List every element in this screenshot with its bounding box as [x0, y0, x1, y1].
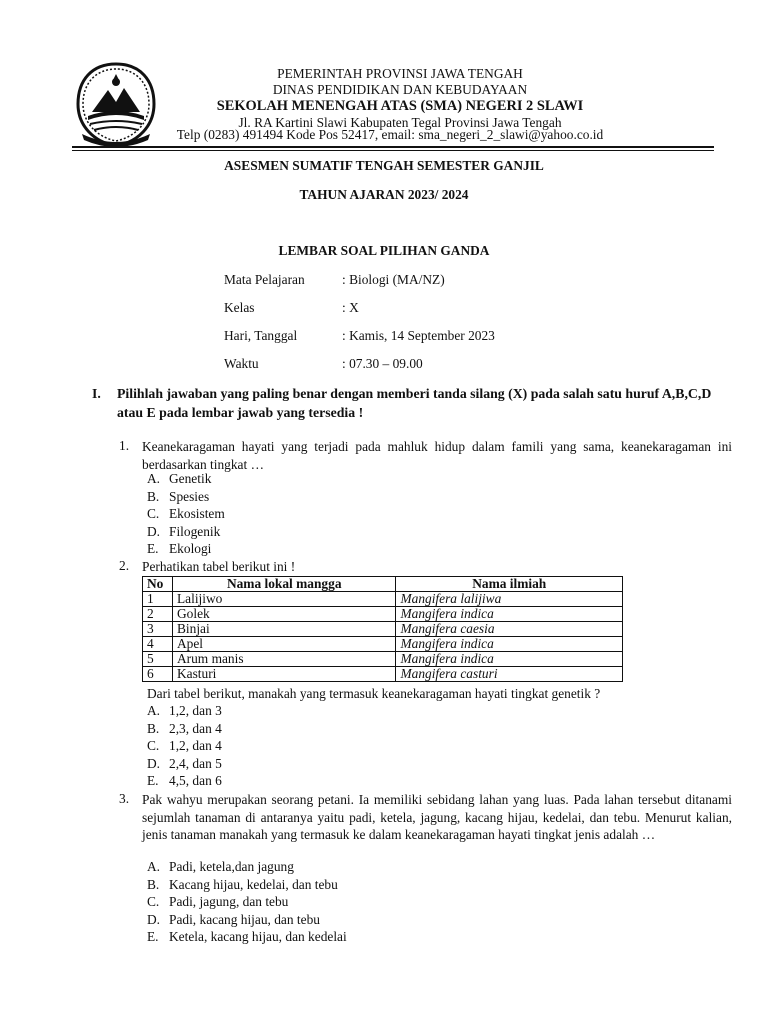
option-letter: D. — [147, 912, 161, 927]
option-text: Genetik — [169, 471, 212, 486]
answer-option — [147, 877, 338, 893]
letterhead-address: Jl. RA Kartini Slawi Kabupaten Tegal Provinsi Jawa Tengah — [238, 115, 562, 130]
letterhead-department: DINAS PENDIDIKAN DAN KEBUDAYAAN — [272, 82, 528, 97]
answer-option — [147, 541, 211, 557]
identity-value: : X — [342, 300, 359, 315]
option-letter: A. — [147, 703, 161, 718]
answer-option — [147, 721, 222, 737]
option-letter: E. — [147, 929, 159, 944]
option-letter: E. — [147, 541, 159, 556]
answer-option — [147, 912, 320, 928]
option-text: Padi, jagung, dan tebu — [169, 894, 289, 909]
option-letter: C. — [147, 894, 160, 909]
option-letter: C. — [147, 738, 160, 753]
option-text: Ekologi — [169, 541, 212, 556]
answer-option — [147, 929, 347, 945]
answer-option — [147, 738, 222, 754]
option-letter: B. — [147, 721, 160, 736]
identity-label: Waktu — [224, 356, 259, 371]
option-letter: A. — [147, 859, 161, 874]
table-header: No — [143, 577, 173, 592]
table-cell: Mangifera caesia — [396, 622, 623, 637]
exam-year: TAHUN AJARAN 2023/ 2024 — [299, 187, 469, 202]
table-cell: Binjai — [172, 622, 395, 637]
letterhead-contact: Telp (0283) 491494 Kode Pos 52417, email: sma_negeri_2_slawi@yahoo.co.id — [176, 127, 604, 142]
question-number: 1. — [119, 438, 130, 453]
table-row — [143, 622, 623, 637]
table-cell: Mangifera casturi — [396, 667, 623, 682]
letterhead-divider-thin — [72, 150, 714, 151]
table-cell: Apel — [172, 637, 395, 652]
option-text: 2,4, dan 5 — [169, 756, 222, 771]
option-letter: B. — [147, 489, 160, 504]
table-cell: 1 — [143, 592, 173, 607]
table-cell: Mangifera indica — [396, 607, 623, 622]
table-cell: Arum manis — [172, 652, 395, 667]
option-text: 1,2, dan 4 — [169, 738, 222, 753]
option-text: Kacang hijau, kedelai, dan tebu — [169, 877, 338, 892]
table-row — [143, 592, 623, 607]
option-letter: A. — [147, 471, 161, 486]
answer-option — [147, 506, 225, 522]
table-cell: Mangifera lalijiwa — [396, 592, 623, 607]
identity-label: Kelas — [224, 300, 255, 315]
table-cell: Mangifera indica — [396, 637, 623, 652]
table-header: Nama lokal mangga — [172, 577, 395, 592]
table-cell: 6 — [143, 667, 173, 682]
table-cell: 5 — [143, 652, 173, 667]
option-text: Padi, kacang hijau, dan tebu — [169, 912, 320, 927]
table-header-row — [143, 577, 623, 592]
question-text: Perhatikan tabel berikut ini ! — [142, 559, 296, 574]
instruction-number: I. — [92, 386, 101, 401]
answer-option — [147, 524, 220, 540]
letterhead — [140, 66, 660, 131]
table-cell: 4 — [143, 637, 173, 652]
identity-label: Mata Pelajaran — [224, 272, 305, 287]
exam-title: ASESMEN SUMATIF TENGAH SEMESTER GANJIL — [224, 158, 544, 173]
option-letter: E. — [147, 773, 159, 788]
table-row — [143, 607, 623, 622]
answer-option — [147, 703, 222, 719]
answer-option — [147, 894, 288, 910]
table-header: Nama ilmiah — [396, 577, 623, 592]
question-number: 3. — [119, 791, 130, 806]
option-text: Ekosistem — [169, 506, 225, 521]
table-cell: Golek — [172, 607, 395, 622]
identity-label: Hari, Tanggal — [224, 328, 298, 343]
option-letter: D. — [147, 756, 161, 771]
answer-option — [147, 756, 222, 772]
option-letter: B. — [147, 877, 160, 892]
identity-value: : Biologi (MA/NZ) — [342, 272, 445, 287]
answer-option — [147, 489, 209, 505]
table-cell: Kasturi — [172, 667, 395, 682]
mango-table — [142, 576, 623, 682]
table-cell: Mangifera indica — [396, 652, 623, 667]
letterhead-divider-thick — [72, 146, 714, 148]
question-number: 2. — [119, 558, 130, 573]
option-letter: D. — [147, 524, 161, 539]
option-text: Filogenik — [169, 524, 221, 539]
identity-value: : 07.30 – 09.00 — [342, 356, 423, 371]
option-text: Ketela, kacang hijau, dan kedelai — [169, 929, 347, 944]
letterhead-school-name: SEKOLAH MENENGAH ATAS (SMA) NEGERI 2 SLAWI — [216, 98, 584, 114]
option-text: Spesies — [169, 489, 210, 504]
question-followup: Dari tabel berikut, manakah yang termasuk keanekaragaman hayati tingkat genetik ? — [147, 686, 601, 701]
table-cell: 2 — [143, 607, 173, 622]
table-row — [143, 637, 623, 652]
instruction-text: Pilihlah jawaban yang paling benar dengan memberi tanda silang (X) pada salah satu huruf A,B,C,D atau E pada lembar jawab yang tersedia ! — [117, 386, 712, 420]
option-letter: C. — [147, 506, 160, 521]
question-text: Keanekaragaman hayati yang terjadi pada mahluk hidup dalam famili yang sama, keanekaragaman ini berdasarkan tingkat … — [142, 439, 732, 472]
option-text: 2,3, dan 4 — [169, 721, 222, 736]
identity-value: : Kamis, 14 September 2023 — [342, 328, 495, 343]
option-text: Padi, ketela,dan jagung — [169, 859, 294, 874]
answer-option — [147, 471, 211, 487]
answer-option — [147, 859, 294, 875]
option-text: 4,5, dan 6 — [169, 773, 222, 788]
table-cell: 3 — [143, 622, 173, 637]
answer-option — [147, 773, 222, 789]
table-cell: Lalijiwo — [172, 592, 395, 607]
letterhead-government: PEMERINTAH PROVINSI JAWA TENGAH — [277, 66, 523, 81]
table-row — [143, 652, 623, 667]
table-row — [143, 667, 623, 682]
sheet-title: LEMBAR SOAL PILIHAN GANDA — [278, 243, 490, 258]
question-text: Pak wahyu merupakan seorang petani. Ia memiliki sebidang lahan yang luas. Pada lahan tersebut ditanami sejumlah tanaman di antaranya yaitu padi, ketela, jagung, kacang hijau, kedelai, dan tebu. Menurut kalian, jenis tanaman manakah yang termasuk ke dalam keanekaragaman hayati tingkat jenis adalah … — [142, 792, 732, 842]
option-text: 1,2, dan 3 — [169, 703, 222, 718]
